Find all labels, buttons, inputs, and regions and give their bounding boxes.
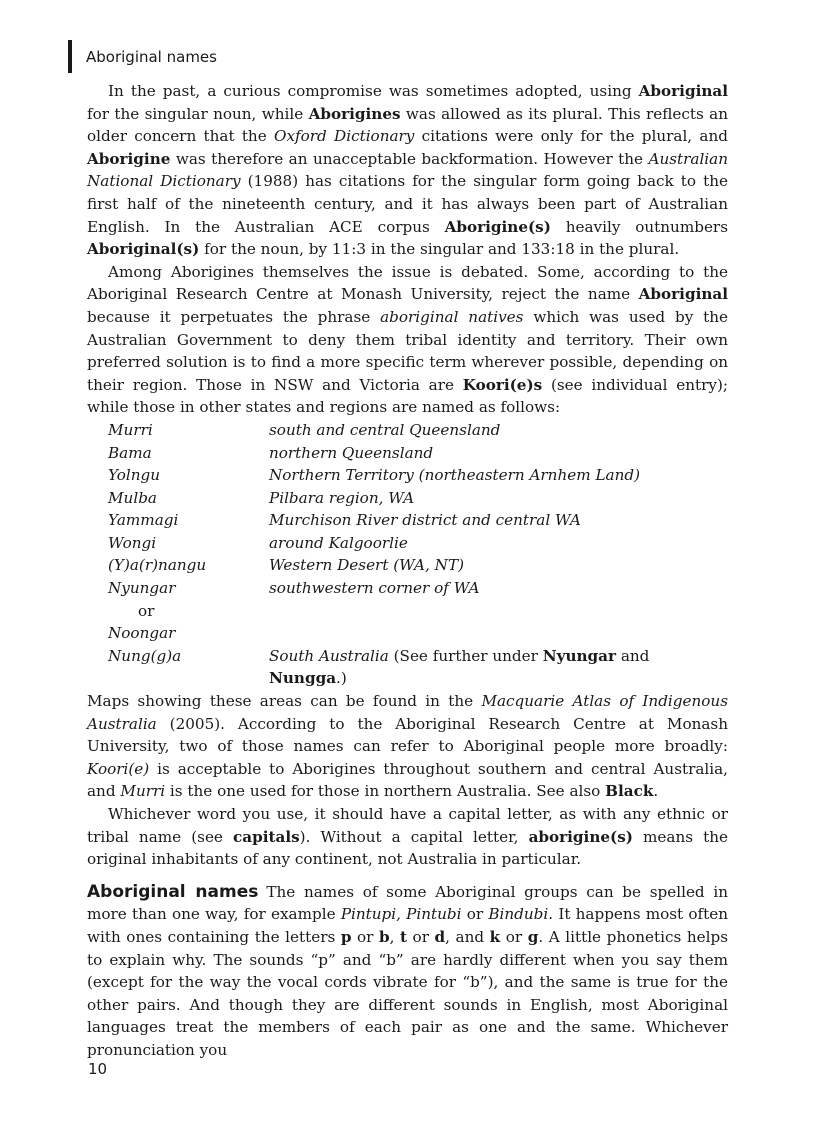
group-name: Yolngu bbox=[108, 466, 160, 485]
group-region: south and central Queensland bbox=[269, 420, 501, 439]
header-rule bbox=[68, 40, 72, 73]
group-region: Western Desert (WA, NT) bbox=[269, 556, 464, 575]
or-word: or bbox=[138, 601, 155, 620]
group-region: Murchison River district and central WA bbox=[269, 511, 581, 530]
table-row bbox=[108, 509, 728, 532]
group-name: Noongar bbox=[108, 624, 176, 643]
table-row bbox=[108, 645, 728, 690]
table-row bbox=[108, 464, 728, 487]
group-name: (Y)a(r)nangu bbox=[108, 556, 207, 575]
group-region: southwestern corner of WA bbox=[269, 579, 480, 598]
body-text bbox=[87, 80, 728, 1062]
table-row bbox=[108, 442, 728, 465]
paragraph-1: In the past, a curious compromise was sometimes adopted, using Aboriginal for the singular noun, while Aborigines was allowed as its plural. This reflects an older concern that the Oxford Dictionary citations were only for the plural, and Aborigine was therefore an unacceptable backformation. However the Australian National Dictionary (1988) has citations for the singular form going back to the first half of the nineteenth century, and it has always been part of Australian English. In the Australian ACE corpus Aborigine(s) heavily outnumbers Aboriginal(s) for the noun, by 11:3 in the singular and 133:18 in the plural. bbox=[87, 82, 728, 259]
group-region: Northern Territory (northeastern Arnhem Land) bbox=[269, 466, 641, 485]
table-row bbox=[108, 622, 728, 645]
group-name: Nyungar bbox=[108, 579, 176, 598]
group-region: northern Queensland bbox=[269, 443, 434, 462]
page-number: 10 bbox=[88, 1060, 108, 1078]
paragraph-2: Among Aborigines themselves the issue is debated. Some, according to the Aboriginal Research Centre at Monash University, reject the name Aboriginal because it perpetuates the phrase aboriginal natives which was used by the Australian Government to deny them tribal identity and territory. Their own preferred solution is to find a more specific term wherever possible, depending on their region. Those in NSW and Victoria are Koori(e)s (see individual entry); while those in other states and regions are named as follows: bbox=[87, 262, 729, 417]
group-name: Bama bbox=[108, 443, 152, 462]
entry-aboriginal-names: Aboriginal names The names of some Aboriginal groups can be spelled in more than one way, for example Pintupi, Pintubi or Bindubi. It happens most often with ones containing the letters p or b, t or d, and k or g. A little phonetics helps to explain why. The sounds “p” and “b” are hardly different when you say them (except for the way the vocal cords vibrate for “b”), and the same is true for the other pairs. And though they are different sounds in English, most Aboriginal languages treat the members of each pair as one and the same. Whichever pronunciation you bbox=[87, 881, 729, 1059]
group-name: Wongi bbox=[108, 533, 157, 552]
group-name: Mulba bbox=[108, 488, 157, 507]
table-row bbox=[108, 532, 728, 555]
group-names-table bbox=[108, 419, 728, 690]
paragraph-3: Maps showing these areas can be found in the Macquarie Atlas of Indigenous Australia (2005). According to the Aboriginal Research Centre at Monash University, two of those names can refer to Aboriginal people more broadly: Koori(e) is acceptable to Aborigines throughout southern and central Australia, and Murri is the one used for those in northern Australia. See also Black. bbox=[87, 692, 728, 801]
table-row bbox=[108, 487, 728, 510]
group-name: Murri bbox=[108, 420, 153, 439]
table-row bbox=[108, 554, 728, 577]
group-name: Yammagi bbox=[108, 511, 179, 530]
paragraph-4: Whichever word you use, it should have a capital letter, as with any ethnic or tribal name (see capitals). Without a capital letter, aborigine(s) means the original inhabitants of any continent, not Australia in particular. bbox=[87, 805, 728, 869]
running-head: Aboriginal names bbox=[86, 48, 217, 66]
group-region-with-note: South Australia (See further under Nyungar and Nungga.) bbox=[269, 646, 650, 688]
entry-headword: Aboriginal names bbox=[87, 881, 259, 902]
group-name: Nung(g)a bbox=[108, 646, 182, 665]
group-region: Pilbara region, WA bbox=[269, 488, 415, 507]
group-region: around Kalgoorlie bbox=[269, 533, 408, 552]
table-row bbox=[108, 577, 728, 600]
table-row bbox=[108, 419, 728, 442]
table-row bbox=[108, 600, 728, 623]
